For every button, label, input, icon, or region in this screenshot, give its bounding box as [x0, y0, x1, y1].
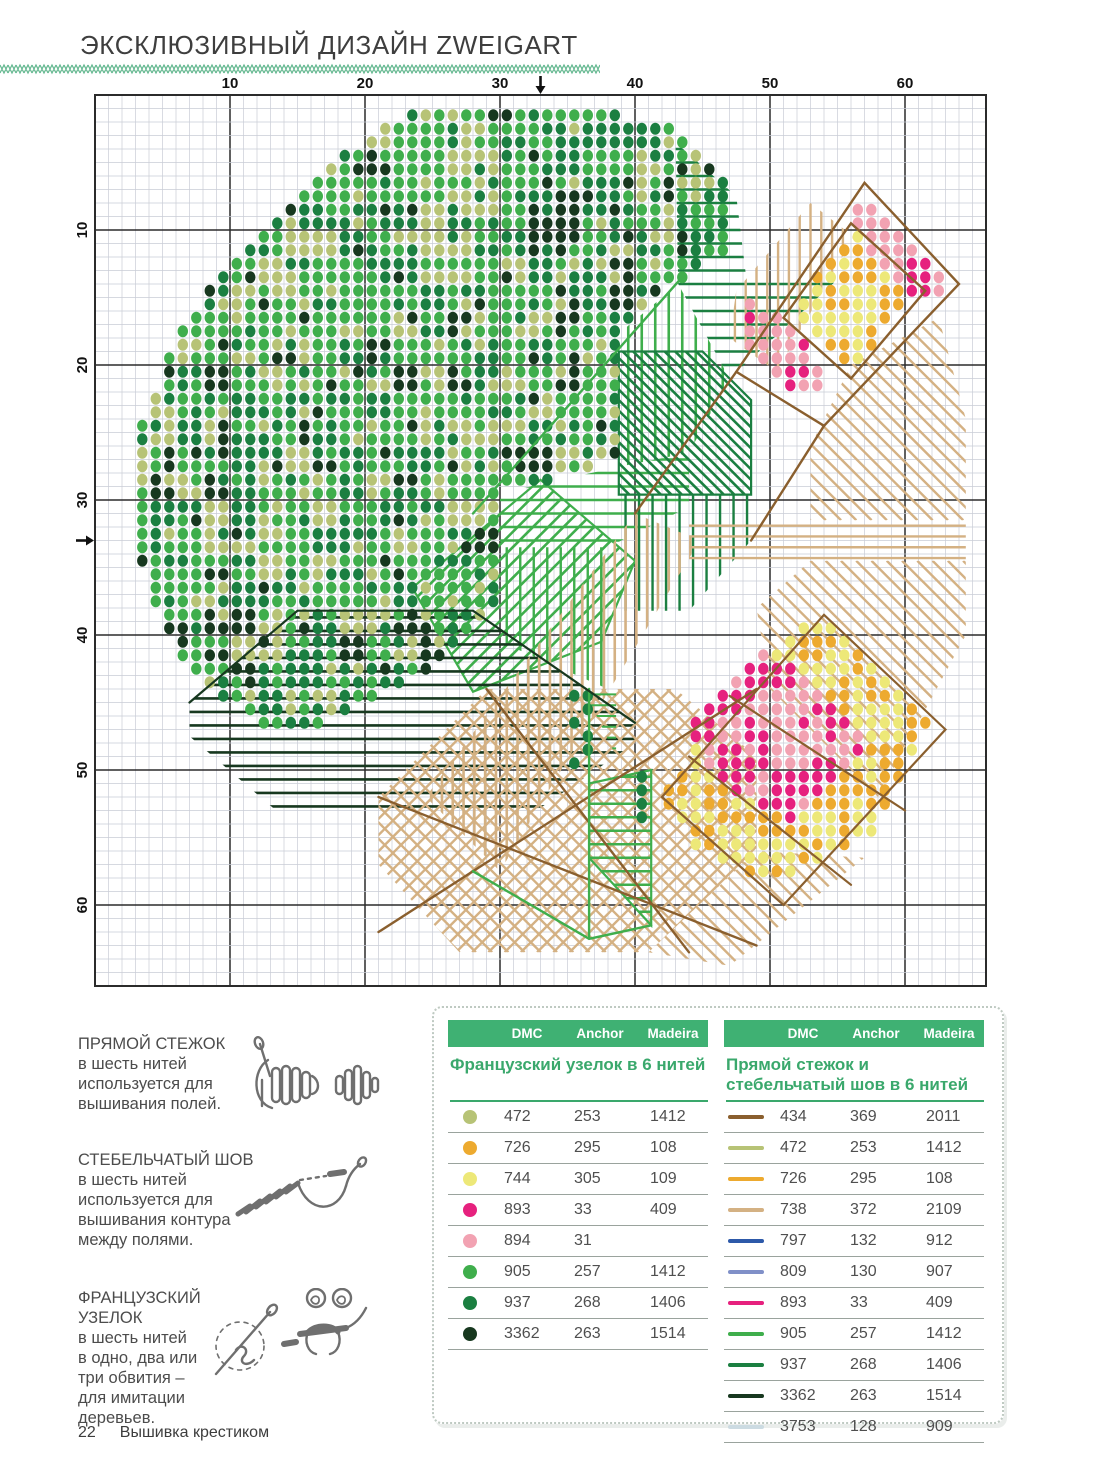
svg-text:10: 10	[221, 75, 239, 92]
thread-color-swatch-3362	[728, 1394, 764, 1398]
anchor-value: 257	[574, 1263, 601, 1280]
dmc-value: 937	[780, 1356, 807, 1373]
anchor-value: 253	[850, 1139, 877, 1156]
anchor-value: 263	[574, 1325, 601, 1342]
legend-row	[724, 1133, 984, 1164]
page-title: ЭКСКЛЮЗИВНЫЙ ДИЗАЙН ZWEIGART	[80, 30, 578, 60]
legend-subtitle: Прямой стежок и стебельчатый шов в 6 нитей	[726, 1055, 984, 1102]
svg-text:60: 60	[74, 896, 91, 914]
instruction-text-line: используется для	[78, 1075, 213, 1093]
svg-text:40: 40	[74, 626, 91, 644]
anchor-value: 305	[574, 1170, 601, 1187]
dmc-value: 797	[780, 1232, 807, 1249]
legend-row	[724, 1164, 984, 1195]
instruction-text-line: для имитации	[78, 1389, 185, 1407]
legend-header-dmc: DMC	[787, 1026, 819, 1041]
thread-color-swatch-905	[728, 1332, 764, 1336]
dmc-value: 3362	[504, 1325, 540, 1342]
legend-table-french-knot	[448, 1020, 708, 1350]
legend-row	[448, 1257, 708, 1288]
legend-row	[724, 1257, 984, 1288]
footer-label: Вышивка крестиком	[119, 1424, 270, 1441]
svg-text:20: 20	[74, 356, 91, 374]
legend-row	[724, 1226, 984, 1257]
anchor-value: 132	[850, 1232, 877, 1249]
instruction-text-line: используется для	[78, 1191, 213, 1209]
dmc-value: 937	[504, 1294, 531, 1311]
knot-color-swatch-744	[463, 1172, 477, 1186]
svg-text:30: 30	[74, 491, 91, 509]
anchor-value: 268	[850, 1356, 877, 1373]
thread-color-swatch-726	[728, 1177, 764, 1181]
instruction-text-line: в шесть нитей	[78, 1171, 187, 1189]
region-tan-mid-right-horizontal	[683, 526, 972, 558]
instruction-text-line: в шесть нитей	[78, 1055, 187, 1073]
anchor-value: 31	[574, 1232, 592, 1249]
french-knot-icon	[196, 1288, 386, 1398]
legend-header-dmc: DMC	[511, 1026, 543, 1041]
legend-header-bar	[724, 1020, 984, 1047]
knot-color-swatch-893	[463, 1203, 477, 1217]
madeira-value: 1406	[926, 1356, 962, 1373]
madeira-value: 912	[926, 1232, 953, 1249]
madeira-value: 1406	[650, 1294, 686, 1311]
thread-color-swatch-797	[728, 1239, 764, 1243]
knot-color-swatch-726	[463, 1141, 477, 1155]
region-green-diagonal-diamond	[200, 480, 840, 692]
legend-row	[448, 1133, 708, 1164]
thread-color-swatch-937	[728, 1363, 764, 1367]
madeira-value: 907	[926, 1263, 953, 1280]
instruction-heading: СТЕБЕЛЬЧАТЫЙ ШОВ	[78, 1151, 254, 1169]
dmc-value: 905	[504, 1263, 531, 1280]
legend-row	[724, 1412, 984, 1443]
svg-text:20: 20	[356, 75, 374, 92]
madeira-value: 109	[650, 1170, 677, 1187]
anchor-value: 257	[850, 1325, 877, 1342]
thread-color-swatch-893	[728, 1301, 764, 1305]
dmc-value: 894	[504, 1232, 531, 1249]
legend-row	[448, 1195, 708, 1226]
region-tan-octagon-crosshatch	[115, 689, 1011, 952]
svg-text:30: 30	[491, 75, 509, 92]
anchor-value: 268	[574, 1294, 601, 1311]
legend-row	[448, 1319, 708, 1350]
straight-stitch-icon	[232, 1036, 382, 1136]
svg-text:50: 50	[761, 75, 779, 92]
instruction-text-line: в одно, два или	[78, 1349, 198, 1367]
legend-row	[448, 1288, 708, 1319]
madeira-value: 1514	[650, 1325, 686, 1342]
dmc-value: 893	[780, 1294, 807, 1311]
dmc-value: 3362	[780, 1387, 816, 1404]
madeira-value: 1412	[650, 1263, 686, 1280]
legend-row	[724, 1319, 984, 1350]
knot-color-swatch-3362	[463, 1327, 477, 1341]
madeira-value: 1412	[650, 1108, 686, 1125]
region-tan-right-diagonal-lower	[520, 561, 1100, 797]
legend-row	[724, 1288, 984, 1319]
dmc-value: 434	[780, 1108, 807, 1125]
thread-color-swatch-472	[728, 1146, 764, 1150]
thread-color-swatch-3753	[728, 1425, 764, 1429]
madeira-value: 409	[926, 1294, 953, 1311]
dmc-value: 472	[504, 1108, 531, 1125]
dmc-value: 726	[504, 1139, 531, 1156]
instruction-heading: УЗЕЛОК	[78, 1309, 143, 1327]
page-footer	[78, 1424, 269, 1442]
knot-color-swatch-905	[463, 1265, 477, 1279]
anchor-value: 295	[574, 1139, 601, 1156]
page-number: 22	[78, 1424, 96, 1441]
region-dark-green-vertical	[626, 489, 748, 617]
knot-color-swatch-894	[463, 1234, 477, 1248]
anchor-value: 263	[850, 1387, 877, 1404]
legend-row	[724, 1381, 984, 1412]
instruction-heading: ПРЯМОЙ СТЕЖОК	[78, 1035, 226, 1053]
anchor-value: 33	[850, 1294, 868, 1311]
anchor-value: 128	[850, 1418, 877, 1435]
legend-row	[724, 1102, 984, 1133]
svg-text:40: 40	[626, 75, 644, 92]
thread-color-swatch-738	[728, 1208, 764, 1212]
madeira-value: 1412	[926, 1139, 962, 1156]
madeira-value: 1514	[926, 1387, 962, 1404]
legend-row	[448, 1226, 708, 1257]
legend-header-bar	[448, 1020, 708, 1047]
instruction-text-line: три обвития –	[78, 1369, 185, 1387]
anchor-value: 372	[850, 1201, 877, 1218]
dmc-value: 726	[780, 1170, 807, 1187]
instruction-text-line: вышивания полей.	[78, 1095, 222, 1113]
legend-header-anchor: Anchor	[576, 1026, 624, 1041]
outline-brown-ray-2	[751, 426, 824, 541]
thread-color-swatch-809	[728, 1270, 764, 1274]
madeira-value: 108	[650, 1139, 677, 1156]
legend-box	[432, 1006, 1004, 1435]
stem-stitch-icon	[230, 1152, 390, 1262]
legend-row	[448, 1102, 708, 1133]
madeira-value: 909	[926, 1418, 953, 1435]
legend-row	[724, 1350, 984, 1381]
anchor-value: 130	[850, 1263, 877, 1280]
instruction-heading: ФРАНЦУЗСКИЙ	[78, 1289, 201, 1307]
dmc-value: 472	[780, 1139, 807, 1156]
svg-text:10: 10	[74, 221, 91, 239]
instruction-text-line: деревьев.	[78, 1409, 156, 1427]
anchor-value: 33	[574, 1201, 592, 1218]
instruction-text-line: в шесть нитей	[78, 1329, 187, 1347]
madeira-value: 2109	[926, 1201, 962, 1218]
legend-header-anchor: Anchor	[852, 1026, 900, 1041]
dmc-value: 893	[504, 1201, 531, 1218]
dmc-value: 744	[504, 1170, 531, 1187]
legend-row	[724, 1195, 984, 1226]
madeira-value: 2011	[926, 1108, 961, 1125]
instruction-text-line: между полями.	[78, 1231, 194, 1249]
knot-color-swatch-472	[463, 1110, 477, 1124]
anchor-value: 253	[574, 1108, 601, 1125]
madeira-value: 108	[926, 1170, 953, 1187]
legend-subtitle: Французский узелок в 6 нитей	[450, 1055, 708, 1102]
svg-text:60: 60	[896, 75, 914, 92]
legend-header-madeira: Madeira	[647, 1026, 699, 1041]
madeira-value: 1412	[926, 1325, 962, 1342]
anchor-value: 369	[850, 1108, 877, 1125]
madeira-value: 409	[650, 1201, 677, 1218]
thread-color-swatch-434	[728, 1115, 764, 1119]
legend-header-madeira: Madeira	[923, 1026, 975, 1041]
anchor-value: 295	[850, 1170, 877, 1187]
instruction-text-line: вышивания контура	[78, 1211, 231, 1229]
legend-row	[448, 1164, 708, 1195]
svg-text:50: 50	[74, 761, 91, 779]
legend-table-straight-stem-stitch	[724, 1020, 984, 1443]
dmc-value: 809	[780, 1263, 807, 1280]
dmc-value: 3753	[780, 1418, 816, 1435]
dmc-value: 905	[780, 1325, 807, 1342]
knot-color-swatch-937	[463, 1296, 477, 1310]
dmc-value: 738	[780, 1201, 807, 1218]
